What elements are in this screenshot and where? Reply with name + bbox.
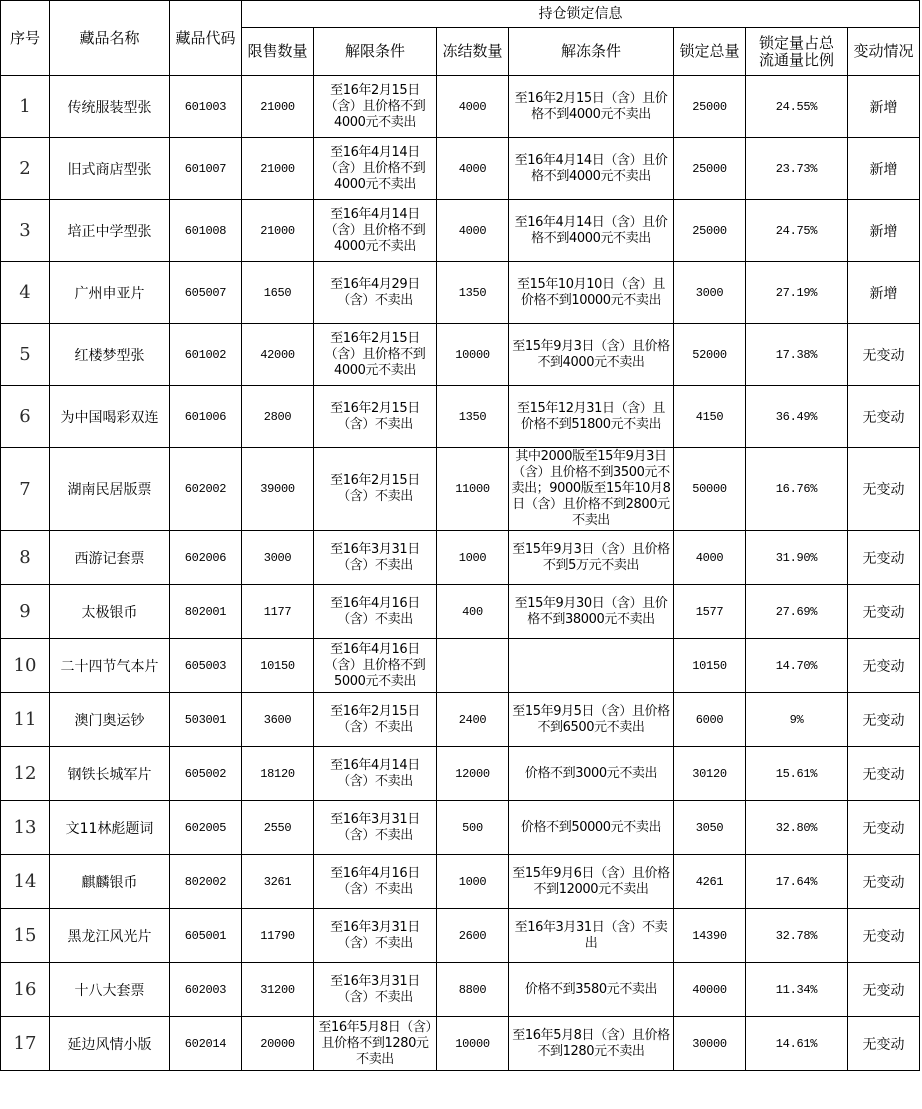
cell-restricted-qty: 2800	[242, 386, 314, 448]
header-seq: 序号	[1, 1, 50, 76]
cell-seq: 13	[1, 801, 50, 855]
cell-change: 无变动	[848, 963, 920, 1017]
cell-restricted-qty: 39000	[242, 448, 314, 531]
cell-unrestrict-cond: 至16年3月31日（含）不卖出	[314, 963, 437, 1017]
cell-seq: 14	[1, 855, 50, 909]
cell-frozen-qty: 2600	[437, 909, 509, 963]
cell-code: 601006	[170, 386, 242, 448]
table-row	[1, 801, 920, 855]
cell-seq: 9	[1, 585, 50, 639]
cell-unrestrict-cond: 至16年2月15日（含）且价格不到4000元不卖出	[314, 76, 437, 138]
cell-unrestrict-cond: 至16年2月15日（含）不卖出	[314, 386, 437, 448]
cell-change: 无变动	[848, 531, 920, 585]
cell-code: 802002	[170, 855, 242, 909]
cell-locked-total: 4000	[674, 531, 746, 585]
cell-change: 无变动	[848, 448, 920, 531]
cell-restricted-qty: 11790	[242, 909, 314, 963]
cell-unfreeze-cond: 价格不到50000元不卖出	[509, 801, 674, 855]
cell-locked-total: 14390	[674, 909, 746, 963]
cell-locked-ratio: 23.73%	[746, 138, 848, 200]
cell-change: 无变动	[848, 1017, 920, 1071]
table-body	[1, 76, 920, 1071]
cell-unrestrict-cond: 至16年4月16日（含）且价格不到5000元不卖出	[314, 639, 437, 693]
cell-change: 新增	[848, 138, 920, 200]
cell-seq: 4	[1, 262, 50, 324]
cell-name: 红楼梦型张	[50, 324, 170, 386]
cell-restricted-qty: 21000	[242, 76, 314, 138]
cell-locked-ratio: 31.90%	[746, 531, 848, 585]
cell-restricted-qty: 10150	[242, 639, 314, 693]
cell-frozen-qty: 2400	[437, 693, 509, 747]
cell-change: 无变动	[848, 855, 920, 909]
cell-unfreeze-cond: 至16年4月14日（含）且价格不到4000元不卖出	[509, 200, 674, 262]
cell-restricted-qty: 3000	[242, 531, 314, 585]
cell-unfreeze-cond: 至15年9月6日（含）且价格不到12000元不卖出	[509, 855, 674, 909]
header-name: 藏品名称	[50, 1, 170, 76]
cell-code: 601002	[170, 324, 242, 386]
cell-seq: 2	[1, 138, 50, 200]
cell-restricted-qty: 3261	[242, 855, 314, 909]
cell-locked-ratio: 16.76%	[746, 448, 848, 531]
header-frozen-qty: 冻结数量	[437, 28, 509, 76]
cell-seq: 8	[1, 531, 50, 585]
cell-unrestrict-cond: 至16年4月16日（含）不卖出	[314, 855, 437, 909]
cell-locked-total: 10150	[674, 639, 746, 693]
cell-unrestrict-cond: 至16年2月15日（含）不卖出	[314, 448, 437, 531]
cell-locked-ratio: 36.49%	[746, 386, 848, 448]
header-unrestrict-cond: 解限条件	[314, 28, 437, 76]
cell-locked-total: 25000	[674, 138, 746, 200]
table-row	[1, 855, 920, 909]
cell-unfreeze-cond: 至15年12月31日（含）且价格不到51800元不卖出	[509, 386, 674, 448]
cell-unrestrict-cond: 至16年4月14日（含）且价格不到4000元不卖出	[314, 200, 437, 262]
cell-change: 无变动	[848, 693, 920, 747]
cell-frozen-qty: 12000	[437, 747, 509, 801]
cell-locked-total: 30120	[674, 747, 746, 801]
cell-code: 602003	[170, 963, 242, 1017]
cell-frozen-qty: 1000	[437, 531, 509, 585]
cell-code: 605001	[170, 909, 242, 963]
cell-seq: 11	[1, 693, 50, 747]
table-row	[1, 747, 920, 801]
cell-seq: 3	[1, 200, 50, 262]
cell-locked-total: 30000	[674, 1017, 746, 1071]
cell-code: 602006	[170, 531, 242, 585]
cell-restricted-qty: 21000	[242, 200, 314, 262]
cell-locked-ratio: 32.78%	[746, 909, 848, 963]
cell-name: 太极银币	[50, 585, 170, 639]
cell-code: 602005	[170, 801, 242, 855]
cell-code: 601008	[170, 200, 242, 262]
table-row	[1, 138, 920, 200]
cell-change: 无变动	[848, 324, 920, 386]
cell-seq: 12	[1, 747, 50, 801]
cell-locked-total: 1577	[674, 585, 746, 639]
cell-locked-ratio: 11.34%	[746, 963, 848, 1017]
cell-code: 605007	[170, 262, 242, 324]
cell-name: 西游记套票	[50, 531, 170, 585]
cell-name: 培正中学型张	[50, 200, 170, 262]
cell-change: 新增	[848, 200, 920, 262]
cell-unrestrict-cond: 至16年4月14日（含）且价格不到4000元不卖出	[314, 138, 437, 200]
cell-seq: 6	[1, 386, 50, 448]
cell-locked-ratio: 17.64%	[746, 855, 848, 909]
cell-seq: 15	[1, 909, 50, 963]
cell-change: 新增	[848, 76, 920, 138]
cell-name: 文11林彪题词	[50, 801, 170, 855]
cell-unrestrict-cond: 至16年4月14日（含）不卖出	[314, 747, 437, 801]
table-row	[1, 324, 920, 386]
cell-unrestrict-cond: 至16年2月15日（含）不卖出	[314, 693, 437, 747]
cell-locked-total: 50000	[674, 448, 746, 531]
table-row	[1, 76, 920, 138]
cell-code: 601003	[170, 76, 242, 138]
cell-locked-total: 3050	[674, 801, 746, 855]
cell-locked-ratio: 14.61%	[746, 1017, 848, 1071]
cell-unfreeze-cond: 至16年4月14日（含）且价格不到4000元不卖出	[509, 138, 674, 200]
cell-locked-ratio: 15.61%	[746, 747, 848, 801]
cell-restricted-qty: 21000	[242, 138, 314, 200]
cell-frozen-qty: 4000	[437, 200, 509, 262]
cell-restricted-qty: 42000	[242, 324, 314, 386]
cell-locked-ratio: 27.19%	[746, 262, 848, 324]
cell-frozen-qty: 11000	[437, 448, 509, 531]
cell-restricted-qty: 31200	[242, 963, 314, 1017]
cell-frozen-qty: 10000	[437, 324, 509, 386]
cell-change: 无变动	[848, 909, 920, 963]
cell-code: 602002	[170, 448, 242, 531]
cell-unfreeze-cond: 其中2000版至15年9月3日（含）且价格不到3500元不卖出；9000版至15年10月8日（含）且价格不到2800元不卖出	[509, 448, 674, 531]
cell-locked-ratio: 32.80%	[746, 801, 848, 855]
header-restricted-qty: 限售数量	[242, 28, 314, 76]
table-row	[1, 693, 920, 747]
cell-restricted-qty: 18120	[242, 747, 314, 801]
table-row	[1, 262, 920, 324]
cell-locked-total: 6000	[674, 693, 746, 747]
cell-name: 麒麟银币	[50, 855, 170, 909]
cell-unfreeze-cond: 至16年5月8日（含）且价格不到1280元不卖出	[509, 1017, 674, 1071]
cell-name: 传统服装型张	[50, 76, 170, 138]
table-row	[1, 639, 920, 693]
cell-locked-ratio: 17.38%	[746, 324, 848, 386]
table-row	[1, 585, 920, 639]
cell-code: 602014	[170, 1017, 242, 1071]
cell-unfreeze-cond: 至16年2月15日（含）且价格不到4000元不卖出	[509, 76, 674, 138]
cell-seq: 17	[1, 1017, 50, 1071]
cell-unfreeze-cond	[509, 639, 674, 693]
cell-locked-total: 4150	[674, 386, 746, 448]
table-row	[1, 1017, 920, 1071]
cell-frozen-qty: 500	[437, 801, 509, 855]
cell-frozen-qty	[437, 639, 509, 693]
cell-code: 605002	[170, 747, 242, 801]
cell-code: 601007	[170, 138, 242, 200]
cell-frozen-qty: 400	[437, 585, 509, 639]
cell-restricted-qty: 1650	[242, 262, 314, 324]
cell-unfreeze-cond: 价格不到3580元不卖出	[509, 963, 674, 1017]
cell-locked-total: 3000	[674, 262, 746, 324]
header-locked-total: 锁定总量	[674, 28, 746, 76]
cell-restricted-qty: 2550	[242, 801, 314, 855]
cell-seq: 16	[1, 963, 50, 1017]
cell-unrestrict-cond: 至16年3月31日（含）不卖出	[314, 909, 437, 963]
cell-code: 802001	[170, 585, 242, 639]
cell-name: 广州申亚片	[50, 262, 170, 324]
cell-locked-ratio: 27.69%	[746, 585, 848, 639]
cell-unrestrict-cond: 至16年3月31日（含）不卖出	[314, 531, 437, 585]
cell-unfreeze-cond: 至15年10月10日（含）且价格不到10000元不卖出	[509, 262, 674, 324]
cell-unrestrict-cond: 至16年3月31日（含）不卖出	[314, 801, 437, 855]
header-code: 藏品代码	[170, 1, 242, 76]
cell-name: 为中国喝彩双连	[50, 386, 170, 448]
cell-restricted-qty: 20000	[242, 1017, 314, 1071]
cell-frozen-qty: 1000	[437, 855, 509, 909]
table-row	[1, 531, 920, 585]
table-row	[1, 909, 920, 963]
cell-seq: 10	[1, 639, 50, 693]
cell-frozen-qty: 4000	[437, 76, 509, 138]
cell-unfreeze-cond: 至15年9月5日（含）且价格不到6500元不卖出	[509, 693, 674, 747]
cell-locked-total: 4261	[674, 855, 746, 909]
table-row	[1, 963, 920, 1017]
cell-code: 605003	[170, 639, 242, 693]
header-locked-ratio: 锁定量占总流通量比例	[746, 28, 848, 76]
cell-unfreeze-cond: 至15年9月30日（含）且价格不到38000元不卖出	[509, 585, 674, 639]
table-row	[1, 386, 920, 448]
cell-unrestrict-cond: 至16年4月29日（含）不卖出	[314, 262, 437, 324]
cell-seq: 7	[1, 448, 50, 531]
cell-change: 无变动	[848, 639, 920, 693]
cell-name: 延边风情小版	[50, 1017, 170, 1071]
cell-name: 湖南民居版票	[50, 448, 170, 531]
cell-locked-total: 52000	[674, 324, 746, 386]
cell-unfreeze-cond: 至15年9月3日（含）且价格不到5万元不卖出	[509, 531, 674, 585]
cell-name: 旧式商店型张	[50, 138, 170, 200]
cell-unrestrict-cond: 至16年4月16日（含）不卖出	[314, 585, 437, 639]
cell-restricted-qty: 3600	[242, 693, 314, 747]
cell-change: 无变动	[848, 747, 920, 801]
cell-change: 新增	[848, 262, 920, 324]
cell-change: 无变动	[848, 386, 920, 448]
cell-locked-total: 25000	[674, 200, 746, 262]
cell-change: 无变动	[848, 585, 920, 639]
cell-restricted-qty: 1177	[242, 585, 314, 639]
cell-code: 503001	[170, 693, 242, 747]
cell-unfreeze-cond: 至16年3月31日（含）不卖出	[509, 909, 674, 963]
header-group-lock-info: 持仓锁定信息	[242, 1, 920, 28]
cell-name: 澳门奥运钞	[50, 693, 170, 747]
cell-unrestrict-cond: 至16年2月15日（含）且价格不到4000元不卖出	[314, 324, 437, 386]
cell-frozen-qty: 4000	[437, 138, 509, 200]
cell-name: 十八大套票	[50, 963, 170, 1017]
cell-locked-ratio: 9%	[746, 693, 848, 747]
cell-name: 钢铁长城军片	[50, 747, 170, 801]
cell-locked-ratio: 14.70%	[746, 639, 848, 693]
cell-frozen-qty: 10000	[437, 1017, 509, 1071]
cell-frozen-qty: 1350	[437, 262, 509, 324]
cell-locked-ratio: 24.55%	[746, 76, 848, 138]
table-row	[1, 200, 920, 262]
cell-unfreeze-cond: 价格不到3000元不卖出	[509, 747, 674, 801]
cell-locked-ratio: 24.75%	[746, 200, 848, 262]
cell-unrestrict-cond: 至16年5月8日（含）且价格不到1280元不卖出	[314, 1017, 437, 1071]
table-row	[1, 448, 920, 531]
header-unfreeze-cond: 解冻条件	[509, 28, 674, 76]
cell-locked-total: 40000	[674, 963, 746, 1017]
header-change: 变动情况	[848, 28, 920, 76]
cell-unfreeze-cond: 至15年9月3日（含）且价格不到4000元不卖出	[509, 324, 674, 386]
cell-seq: 1	[1, 76, 50, 138]
cell-name: 黑龙江风光片	[50, 909, 170, 963]
cell-change: 无变动	[848, 801, 920, 855]
cell-frozen-qty: 1350	[437, 386, 509, 448]
cell-seq: 5	[1, 324, 50, 386]
cell-name: 二十四节气本片	[50, 639, 170, 693]
cell-frozen-qty: 8800	[437, 963, 509, 1017]
cell-locked-total: 25000	[674, 76, 746, 138]
